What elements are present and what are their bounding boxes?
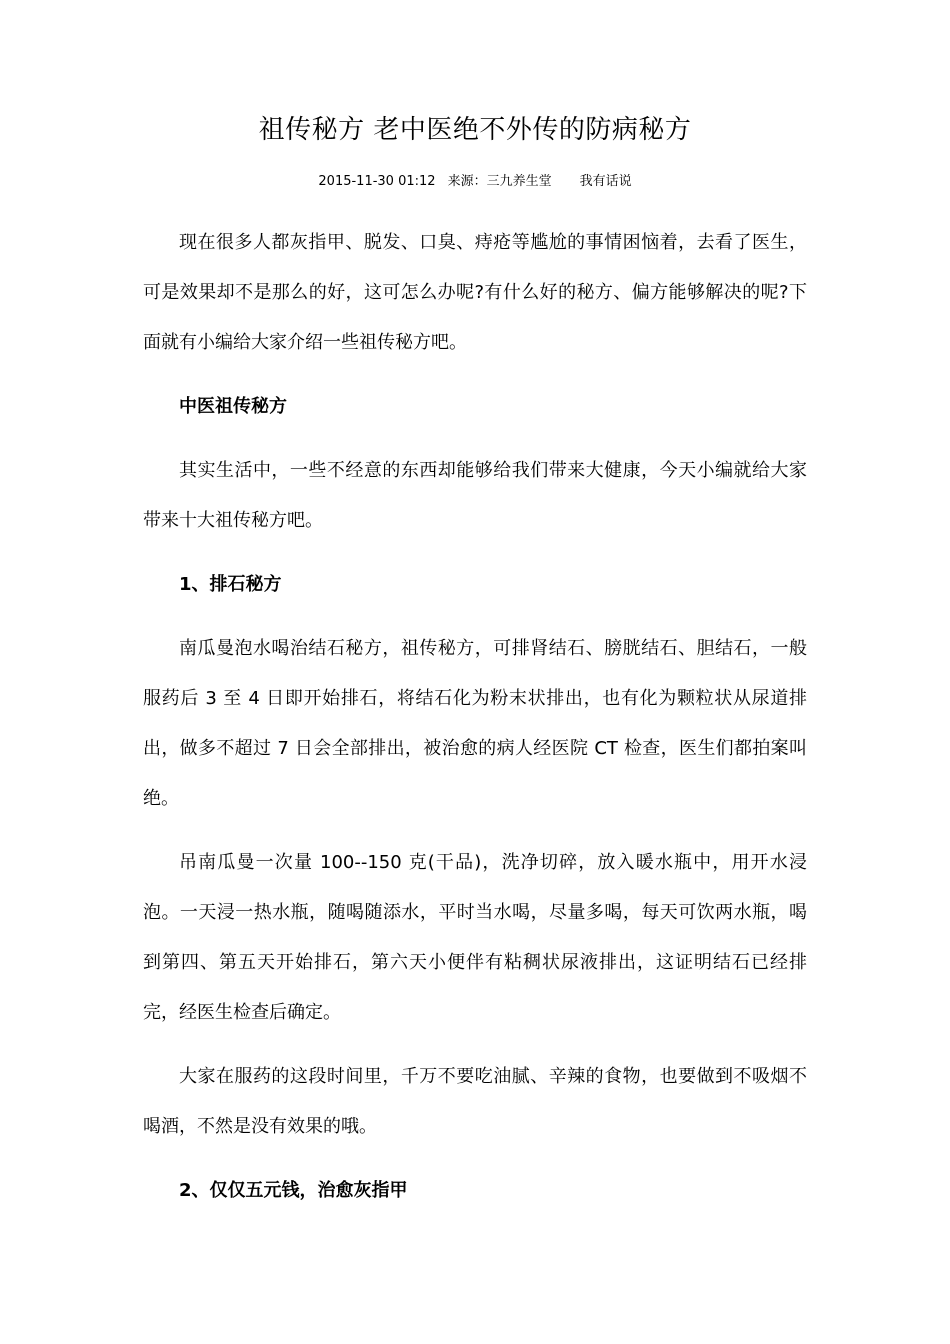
article-datetime: 2015-11-30 01:12 [318, 174, 436, 189]
article-title: 祖传秘方 老中医绝不外传的防病秘方 [258, 115, 692, 145]
section-heading-stone-remedy: 1、排石秘方 [179, 574, 282, 595]
paragraph-intro: 现在很多人都灰指甲、脱发、口臭、痔疮等尴尬的事情困恼着，去看了医生，可是效果却不是那么的好，这可怎么办呢?有什么好的秘方、偏方能够解决的呢?下面就有小编给大家介绍一些祖传秘方吧。 [143, 232, 807, 353]
article-page [143, 108, 807, 1230]
section-heading-tcm-secret: 中医祖传秘方 [179, 396, 287, 417]
comment-link[interactable]: 我有话说 [579, 174, 632, 189]
paragraph-stone-method: 吊南瓜曼一次量 100--150 克(干品)，洗净切碎，放入暖水瓶中，用开水浸泡。一天浸一热水瓶，随喝随添水，平时当水喝，尽量多喝，每天可饮两水瓶，喝到第四、第五天开始排石，第六天小便伴有粘稠状尿液排出，这证明结石已经排完，经医生检查后确定。 [143, 852, 807, 1023]
article-body [143, 218, 807, 1216]
paragraph-overview: 其实生活中，一些不经意的东西却能够给我们带来大健康，今天小编就给大家带来十大祖传秘方吧。 [143, 460, 807, 531]
paragraph-stone-caution: 大家在服药的这段时间里，千万不要吃油腻、辛辣的食物，也要做到不吸烟不喝酒，不然是没有效果的哦。 [143, 1066, 807, 1137]
section-heading-nail-remedy: 2、仅仅五元钱，治愈灰指甲 [179, 1180, 408, 1201]
article-meta [143, 172, 807, 192]
article-source: 来源：三九养生堂 [447, 174, 552, 189]
paragraph-stone-intro: 南瓜曼泡水喝治结石秘方，祖传秘方，可排肾结石、膀胱结石、胆结石，一般服药后 3 至 4 日即开始排石，将结石化为粉末状排出，也有化为颗粒状从尿道排出，做多不超过 7 日会全部排出，被治愈的病人经医院 CT 检查，医生们都拍案叫绝。 [143, 638, 807, 809]
